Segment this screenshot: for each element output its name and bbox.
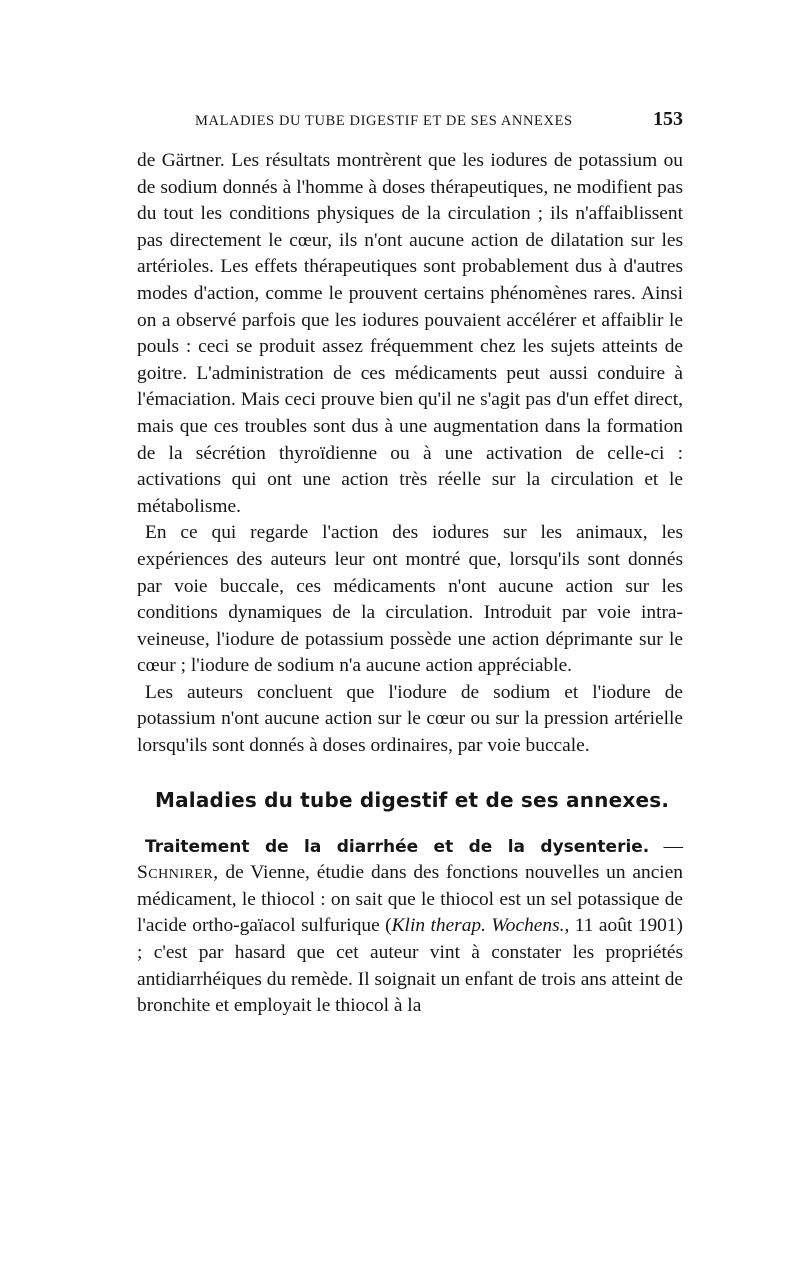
article-text-b: 11 août 1901) ; c'est par hasard que cet auteur vint à constater les propriétés antidiarrhéiques du remède. Il soignait un enfant de trois ans atteint de bronchite et employait le thiocol à la (137, 915, 684, 1017)
book-page (137, 108, 683, 1020)
article-text-a: de Vienne, étudie dans des fonctions nouvelles un ancien médicament, le thiocol : on sait que le thiocol est un sel potassique de l'acide ortho-gaïacol sulfurique ( (137, 862, 683, 937)
section-heading: Maladies du tube digestif et de ses annexes. (155, 787, 670, 812)
paragraph-continued: de Gärtner. Les résultats montrèrent que les iodures de potassium ou de sodium donnés à l'homme à doses thérapeutiques, ne modifient pas du tout les conditions physiques de la circulation ; ils n'affaiblissent pas directement le cœur, ils n'ont aucune action de dilatation sur les artérioles. Les effets thérapeutiques sont probablement dus à d'autres modes d'action, comme le prouvent certains phénomènes rares. Ainsi on a observé parfois que les iodures pouvaient accélérer et affaiblir le pouls : ceci se produit assez fréquemment chez les sujets atteints de goitre. L'administration de ces médicaments peut aussi conduire à l'émaciation. Mais ceci prouve bien qu'il ne s'agit pas d'un effet direct, mais que ces troubles sont dus à une augmentation dans la formation de la sécrétion thyroïdienne ou à une activation de celle-ci : activations qui ont une action très réelle sur la circulation et le métabolisme. (137, 150, 683, 517)
em-dash: — (649, 835, 683, 857)
article-title: Traitement de la diarrhée et de la dysenterie. (145, 836, 650, 857)
author-name: Schnirer, (137, 862, 219, 884)
running-title: MALADIES DU TUBE DIGESTIF ET DE SES ANNEXES (195, 113, 573, 129)
paragraph-animals: En ce qui regarde l'action des iodures sur les animaux, les expériences des auteurs leur ont montré que, lorsqu'ils sont donnés par voie buccale, ces médicaments n'ont aucune action sur les conditions dynamiques de la circulation. Introduit par voie intra-veineuse, l'iodure de potassium possède une action déprimante sur le cœur ; l'iodure de sodium n'a aucune action appréciable. (137, 522, 683, 677)
running-head (137, 108, 683, 148)
paragraph-conclusion: Les auteurs concluent que l'iodure de sodium et l'iodure de potassium n'ont aucune action sur le cœur ou sur la pression artérielle lorsqu'ils sont donnés à doses ordinaires, par voie buccale. (137, 681, 683, 757)
article-paragraph (137, 834, 683, 1020)
journal-citation: Klin therap. Wochens., (391, 915, 570, 937)
page-number: 153 (653, 108, 683, 130)
